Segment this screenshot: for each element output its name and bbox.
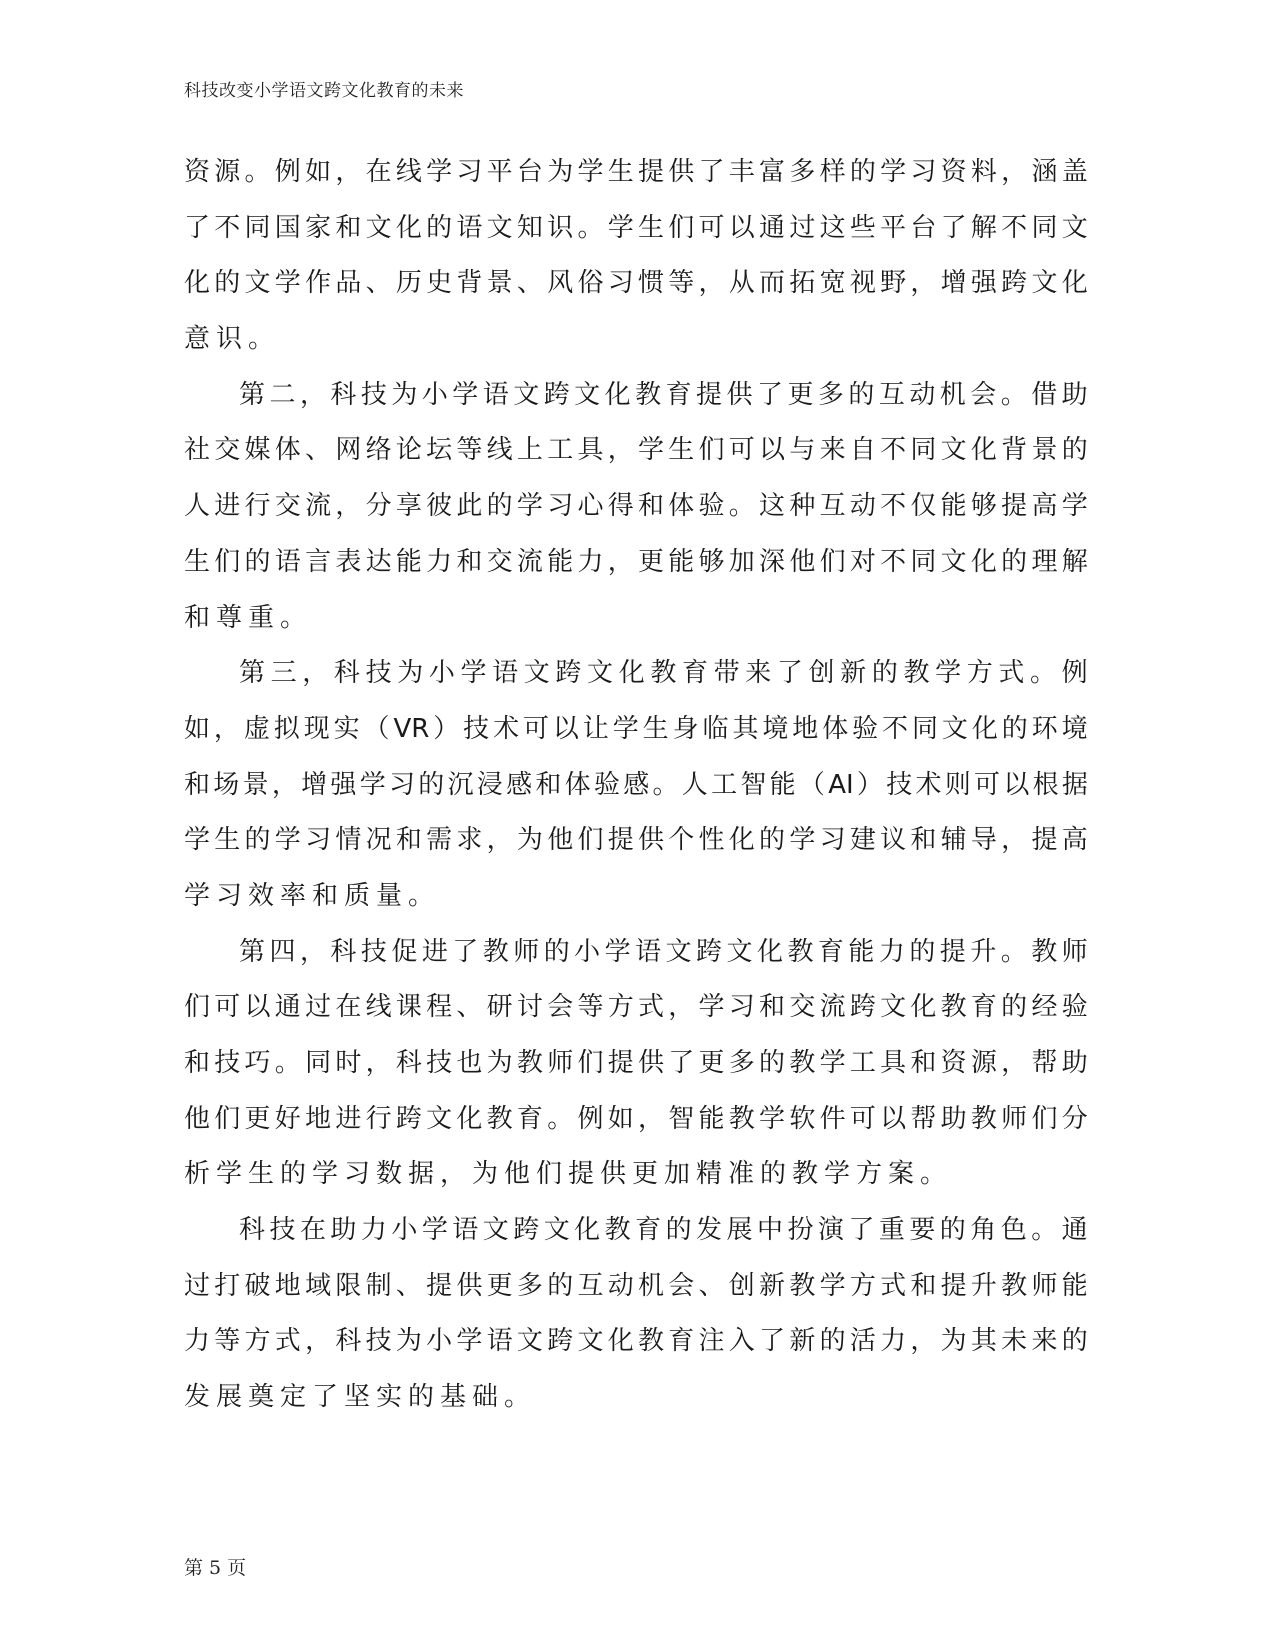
text-line: 社 交 媒 体 、 网 络 论 坛 等 线 上 工 具 ， 学 生 们 可 以 与 来 自 不 同 文 化 背 景 的 [184, 435, 1088, 466]
running-header: 科技改变小学语文跨文化教育的未来 [184, 81, 464, 101]
text-line: 人 进 行 交 流 ， 分 享 彼 此 的 学 习 心 得 和 体 验 。 这 种 互 动 不 仅 能 够 提 高 学 [184, 491, 1088, 522]
text-line: 和 场 景 ， 增 强 学 习 的 沉 浸 感 和 体 验 感 。 人 工 智 能 （ AI ） 技 术 则 可 以 根 据 [184, 769, 1088, 800]
text-line: 意识。 [184, 324, 281, 355]
text-line: 资 源 。 例 如 ， 在 线 学 习 平 台 为 学 生 提 供 了 丰 富 多 样 的 学 习 资 料 ， 涵 盖 [184, 157, 1088, 187]
text-line: 化 的 文 学 作 品 、 历 史 背 景 、 风 俗 习 惯 等 ， 从 而 拓 宽 视 野 ， 增 强 跨 文 化 [184, 268, 1088, 299]
text-line: 们 可 以 通 过 在 线 课 程 、 研 讨 会 等 方 式 ， 学 习 和 交 流 跨 文 化 教 育 的 经 验 [184, 992, 1088, 1023]
text-line: 科 技 在 助 力 小 学 语 文 跨 文 化 教 育 的 发 展 中 扮 演 了 重 要 的 角 色 。 通 [239, 1215, 1088, 1246]
text-line: 过 打 破 地 域 限 制 、 提 供 更 多 的 互 动 机 会 、 创 新 教 学 方 式 和 提 升 教 师 能 [184, 1270, 1088, 1301]
text-line: 第 二 ， 科 技 为 小 学 语 文 跨 文 化 教 育 提 供 了 更 多 的 互 动 机 会 。 借 助 [239, 379, 1088, 410]
document-body [184, 145, 1088, 1426]
text-line: 学习效率和质量。 [184, 880, 441, 911]
text-line: 第 四 ， 科 技 促 进 了 教 师 的 小 学 语 文 跨 文 化 教 育 能 力 的 提 升 。 教 师 [239, 936, 1088, 967]
text-line: 发展奠定了坚实的基础。 [184, 1382, 537, 1413]
text-line: 和 技 巧 。 同 时 ， 科 技 也 为 教 师 们 提 供 了 更 多 的 教 学 工 具 和 资 源 ， 帮 助 [184, 1048, 1088, 1078]
text-line: 他 们 更 好 地 进 行 跨 文 化 教 育 。 例 如 ， 智 能 教 学 软 件 可 以 帮 助 教 师 们 分 [184, 1103, 1088, 1134]
page-number: 第 5 页 [184, 1557, 247, 1579]
text-line: 第 三 ， 科 技 为 小 学 语 文 跨 文 化 教 育 带 来 了 创 新 的 教 学 方 式 。 例 [239, 658, 1088, 689]
text-line: 生 们 的 语 言 表 达 能 力 和 交 流 能 力 ， 更 能 够 加 深 他 们 对 不 同 文 化 的 理 解 [184, 546, 1088, 577]
text-line: 如 ， 虚 拟 现 实 （ VR ） 技 术 可 以 让 学 生 身 临 其 境 地 体 验 不 同 文 化 的 环 境 [184, 713, 1088, 744]
text-line: 析学生的学习数据，为他们提供更加精准的教学方案。 [184, 1159, 953, 1190]
text-line: 学 生 的 学 习 情 况 和 需 求 ， 为 他 们 提 供 个 性 化 的 学 习 建 议 和 辅 导 ， 提 高 [184, 825, 1088, 856]
text-line: 了 不 同 国 家 和 文 化 的 语 文 知 识 。 学 生 们 可 以 通 过 这 些 平 台 了 解 不 同 文 [184, 212, 1088, 243]
text-line: 力 等 方 式 ， 科 技 为 小 学 语 文 跨 文 化 教 育 注 入 了 新 的 活 力 ， 为 其 未 来 的 [184, 1326, 1088, 1357]
text-line: 和尊重。 [184, 602, 313, 633]
